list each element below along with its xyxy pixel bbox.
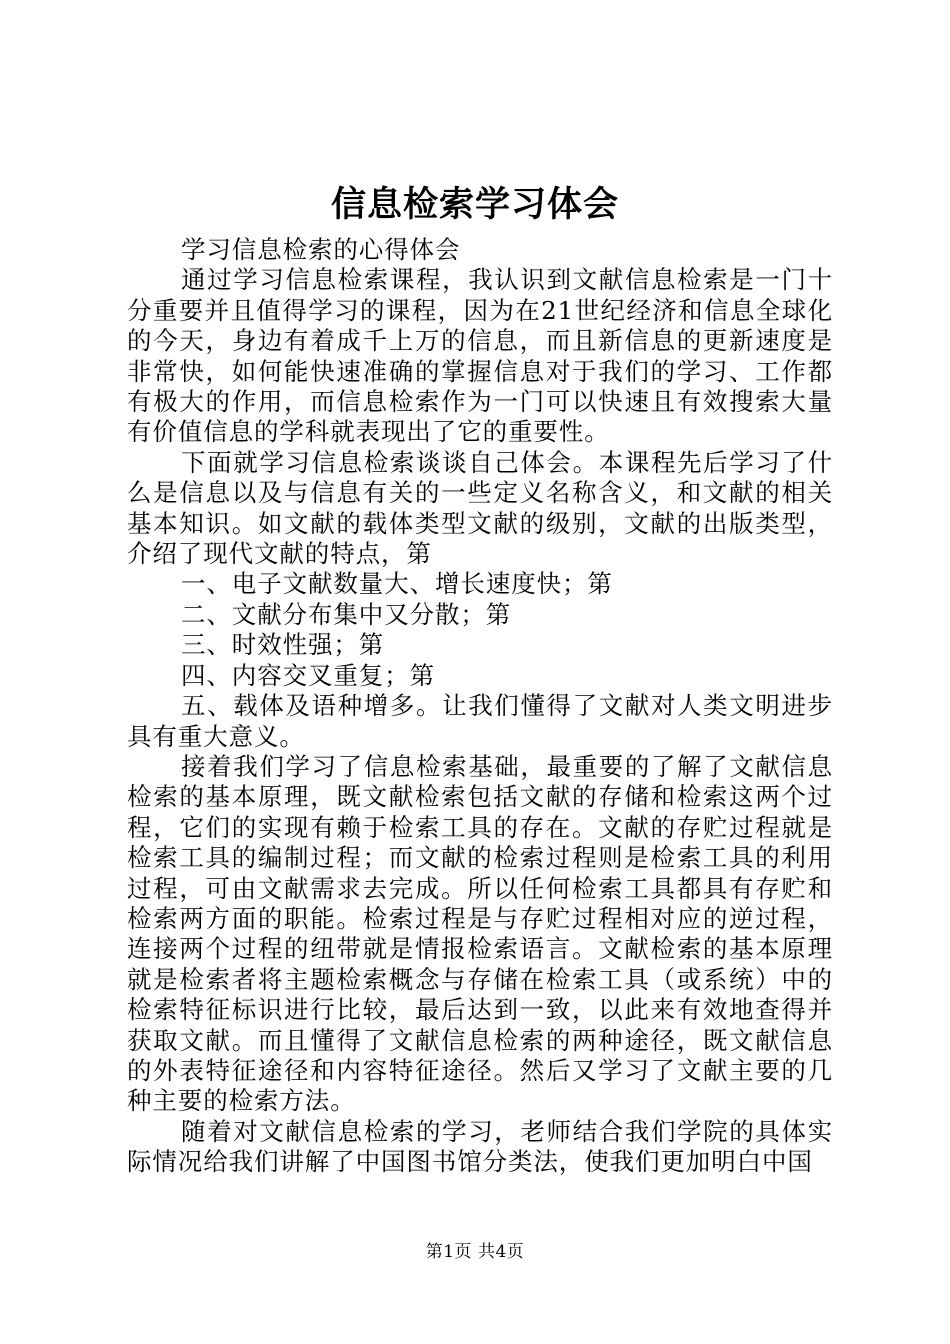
document-title: 信息检索学习体会 [330,185,619,225]
paragraph-course-content: 下面就学习信息检索谈谈自己体会。本课程先后学习了什么是信息以及与信息有关的一些定义名称含义，和文献的相关基本知识。如文献的载体类型文献的级别，文献的出版类型，介绍了现代文献的特点，第 [127,447,833,569]
paragraph-feature-5: 五、载体及语种增多。让我们懂得了文献对人类文明进步具有重大意义。 [127,691,833,751]
paragraph-intro: 通过学习信息检索课程，我认识到文献信息检索是一门十分重要并且值得学习的课程，因为在21世纪经济和信息全球化的今天，身边有着成千上万的信息，而且新信息的更新速度是非常快，如何能快速准确的掌握信息对于我们的学习、工作都有极大的作用，而信息检索作为一门可以快速且有效搜索大量有价值信息的学科就表现出了它的重要性。 [127,265,833,447]
paragraph-feature-3: 三、时效性强；第 [181,630,385,660]
paragraph-feature-2: 二、文献分布集中又分散；第 [181,599,512,629]
paragraph-feature-4: 四、内容交叉重复；第 [181,660,435,690]
paragraph-subtitle: 学习信息检索的心得体会 [181,235,461,264]
paragraph-retrieval-principle: 接着我们学习了信息检索基础，最重要的了解了文献信息检索的基本原理，既文献检索包括文献的存储和检索这两个过程，它们的实现有赖于检索工具的存在。文献的存贮过程就是检索工具的编制过程；而文献的检索过程则是检索工具的利用过程，可由文献需求去完成。所以任何检索工具都具有存贮和检索两方面的职能。检索过程是与存贮过程相对应的逆过程，连接两个过程的纽带就是情报检索语言。文献检索的基本原理就是检索者将主题检索概念与存储在检索工具（或系统）中的检索特征标识进行比较，最后达到一致，以此来有效地查得并获取文献。而且懂得了文献信息检索的两种途径，既文献信息的外表特征途径和内容特征途径。然后又学习了文献主要的几种主要的检索方法。 [127,751,833,1116]
page-number-footer: 第1页 共4页 [425,1242,525,1262]
document-body [127,235,833,1178]
paragraph-classification: 随着对文献信息检索的学习，老师结合我们学院的具体实际情况给我们讲解了中国图书馆分类法，使我们更加明白中国 [127,1116,833,1177]
paragraph-feature-1: 一、电子文献数量大、增长速度快；第 [181,569,613,599]
